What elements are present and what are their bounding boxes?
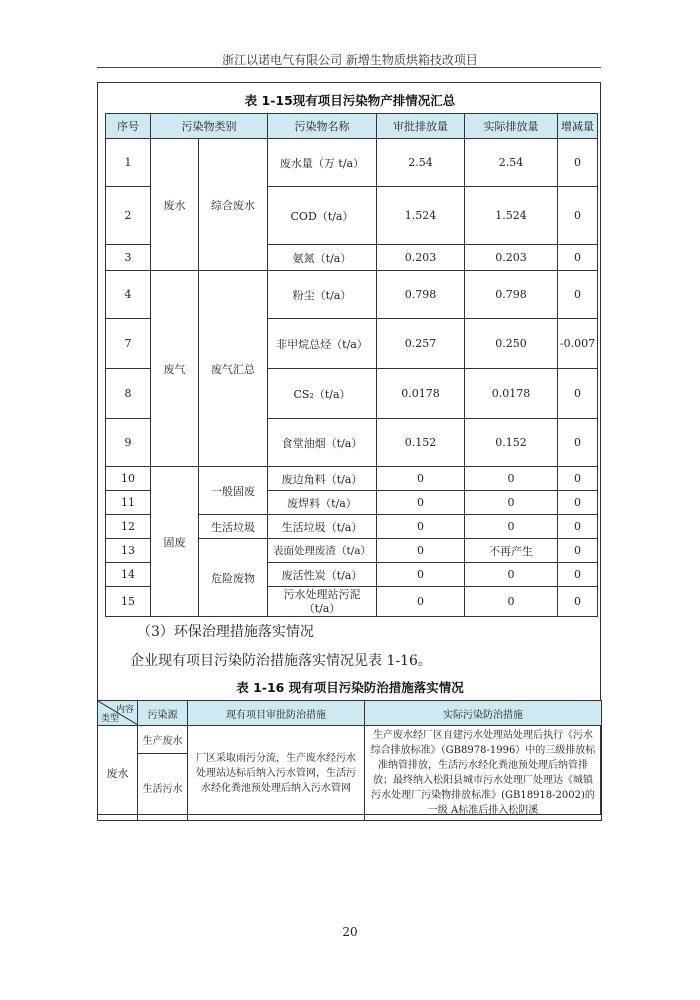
subcategory-general-solid-waste: 一般固废 <box>199 467 268 515</box>
diag-top-label: 内容 <box>115 705 134 715</box>
cell-approved: 0.257 <box>377 319 465 369</box>
section-paragraph: 企业现有项目污染防治措施落实情况见表 1-16。 <box>130 653 432 669</box>
cell-name: 食堂油烟（t/a） <box>268 419 377 467</box>
diag-bottom-label: 类型 <box>101 714 120 724</box>
table-row <box>106 271 598 319</box>
category-wastewater: 废水 <box>151 139 199 271</box>
pollution-control-table <box>97 700 602 821</box>
pollutant-emission-table <box>105 113 598 617</box>
cell-actual: 0 <box>465 587 558 617</box>
cell-name: 表面处理废渣（t/a） <box>268 539 377 563</box>
cell-approved: 0.152 <box>377 419 465 467</box>
cell-change: 0 <box>558 245 598 271</box>
cell-change: 0 <box>558 587 598 617</box>
table-row <box>106 467 598 491</box>
cell-name: 废焊料（t/a） <box>268 491 377 515</box>
cell-no: 14 <box>106 563 151 587</box>
cell-change: -0.007 <box>558 319 598 369</box>
cell-approved: 1.524 <box>377 187 465 245</box>
cell-approved: 2.54 <box>377 139 465 187</box>
cell-no: 9 <box>106 419 151 467</box>
table-row <box>106 139 598 187</box>
col-header-no: 序号 <box>106 114 151 139</box>
cell-no: 3 <box>106 245 151 271</box>
cell-name: 生活垃圾（t/a） <box>268 515 377 539</box>
table-row <box>98 726 602 754</box>
col-header-actual: 实际排放量 <box>465 114 558 139</box>
cell-actual: 0 <box>465 515 558 539</box>
cell-no: 1 <box>106 139 151 187</box>
cell-change: 0 <box>558 491 598 515</box>
col-header-approved-measures: 现有项目审批防治措施 <box>188 701 365 726</box>
col-header-change: 增减量 <box>558 114 598 139</box>
source-domestic-sewage: 生活污水 <box>138 754 188 821</box>
cell-no: 2 <box>106 187 151 245</box>
cell-approved: 0 <box>377 563 465 587</box>
cell-approved: 0 <box>377 467 465 491</box>
cell-change: 0 <box>558 563 598 587</box>
cell-change: 0 <box>558 369 598 419</box>
col-header-category: 污染物类别 <box>151 114 268 139</box>
cell-approved: 0.0178 <box>377 369 465 419</box>
cell-no: 8 <box>106 369 151 419</box>
cell-name: CS₂（t/a） <box>268 369 377 419</box>
cell-change: 0 <box>558 467 598 491</box>
cell-actual: 1.524 <box>465 187 558 245</box>
cell-name: 废边角料（t/a） <box>268 467 377 491</box>
col-header-name: 污染物名称 <box>268 114 377 139</box>
category-solid-waste: 固废 <box>151 467 199 617</box>
table-1-16-caption: 表 1-16 现有项目污染防治措施落实情况 <box>236 680 464 695</box>
cell-change: 0 <box>558 139 598 187</box>
cell-approved: 0.203 <box>377 245 465 271</box>
cell-no: 15 <box>106 587 151 617</box>
cell-no: 13 <box>106 539 151 563</box>
cell-change: 0 <box>558 515 598 539</box>
cell-actual: 0 <box>465 491 558 515</box>
cell-change: 0 <box>558 539 598 563</box>
cell-approved: 0 <box>377 539 465 563</box>
table-1-15-caption: 表 1-15现有项目污染物产排情况汇总 <box>244 93 456 108</box>
cell-approved: 0 <box>377 515 465 539</box>
subcategory-hazardous-waste: 危险废物 <box>199 539 268 617</box>
actual-measures-text: 生产废水经厂区自建污水处理站处理后执行《污水综合排放标准》（GB8978-1996）中的三级排放标准纳管排放，生活污水经化粪池预处理后纳管排放；最终纳入松阳县城市污水处理厂处理达《城镇污水处理厂污染物排放标准》(GB18918-2002)的一级 A标准后排入松阴溪 <box>365 726 602 821</box>
cell-approved: 0.798 <box>377 271 465 319</box>
subcategory-combined-wastewater: 综合废水 <box>199 139 268 271</box>
cell-name: COD（t/a） <box>268 187 377 245</box>
cell-change: 0 <box>558 419 598 467</box>
document-header-title: 浙江以诺电气有限公司 新增生物质烘箱技改项目 <box>222 53 478 67</box>
col-header-source: 污染源 <box>138 701 188 726</box>
cell-no: 12 <box>106 515 151 539</box>
cell-actual: 0 <box>465 563 558 587</box>
cell-no: 4 <box>106 271 151 319</box>
col-header-actual-measures: 实际污染防治措施 <box>365 701 602 726</box>
cell-change: 0 <box>558 187 598 245</box>
diagonal-header-cell <box>98 701 138 726</box>
cell-approved: 0 <box>377 491 465 515</box>
cell-actual: 0.203 <box>465 245 558 271</box>
source-production-wastewater: 生产废水 <box>138 726 188 754</box>
subcategory-waste-gas-summary: 废气汇总 <box>199 271 268 467</box>
cell-actual: 0 <box>465 467 558 491</box>
cell-approved: 0 <box>377 587 465 617</box>
subcategory-domestic-garbage: 生活垃圾 <box>199 515 268 539</box>
cell-actual: 不再产生 <box>465 539 558 563</box>
cell-name: 粉尘（t/a） <box>268 271 377 319</box>
cell-actual: 2.54 <box>465 139 558 187</box>
category-waste-gas: 废气 <box>151 271 199 467</box>
cell-actual: 0.250 <box>465 319 558 369</box>
col-header-approved: 审批排放量 <box>377 114 465 139</box>
cell-change: 0 <box>558 271 598 319</box>
approved-measures-text: 厂区采取雨污分流，生产废水经污水处理站达标后纳入污水管网，生活污水经化粪池预处理后纳入污水管网 <box>188 726 365 821</box>
cell-no: 7 <box>106 319 151 369</box>
cell-no: 11 <box>106 491 151 515</box>
cell-name: 污水处理站污泥（t/a） <box>268 587 377 617</box>
cell-actual: 0.152 <box>465 419 558 467</box>
cell-actual: 0.798 <box>465 271 558 319</box>
type-wastewater: 废水 <box>98 726 138 821</box>
page-number: 20 <box>342 925 358 939</box>
header-rule <box>97 67 601 68</box>
cell-name: 非甲烷总烃（t/a） <box>268 319 377 369</box>
cell-actual: 0.0178 <box>465 369 558 419</box>
cell-no: 10 <box>106 467 151 491</box>
section-heading: （3）环保治理措施落实情况 <box>137 624 314 640</box>
cell-name: 废水量（万 t/a） <box>268 139 377 187</box>
cell-name: 废活性炭（t/a） <box>268 563 377 587</box>
cell-name: 氨氮（t/a） <box>268 245 377 271</box>
